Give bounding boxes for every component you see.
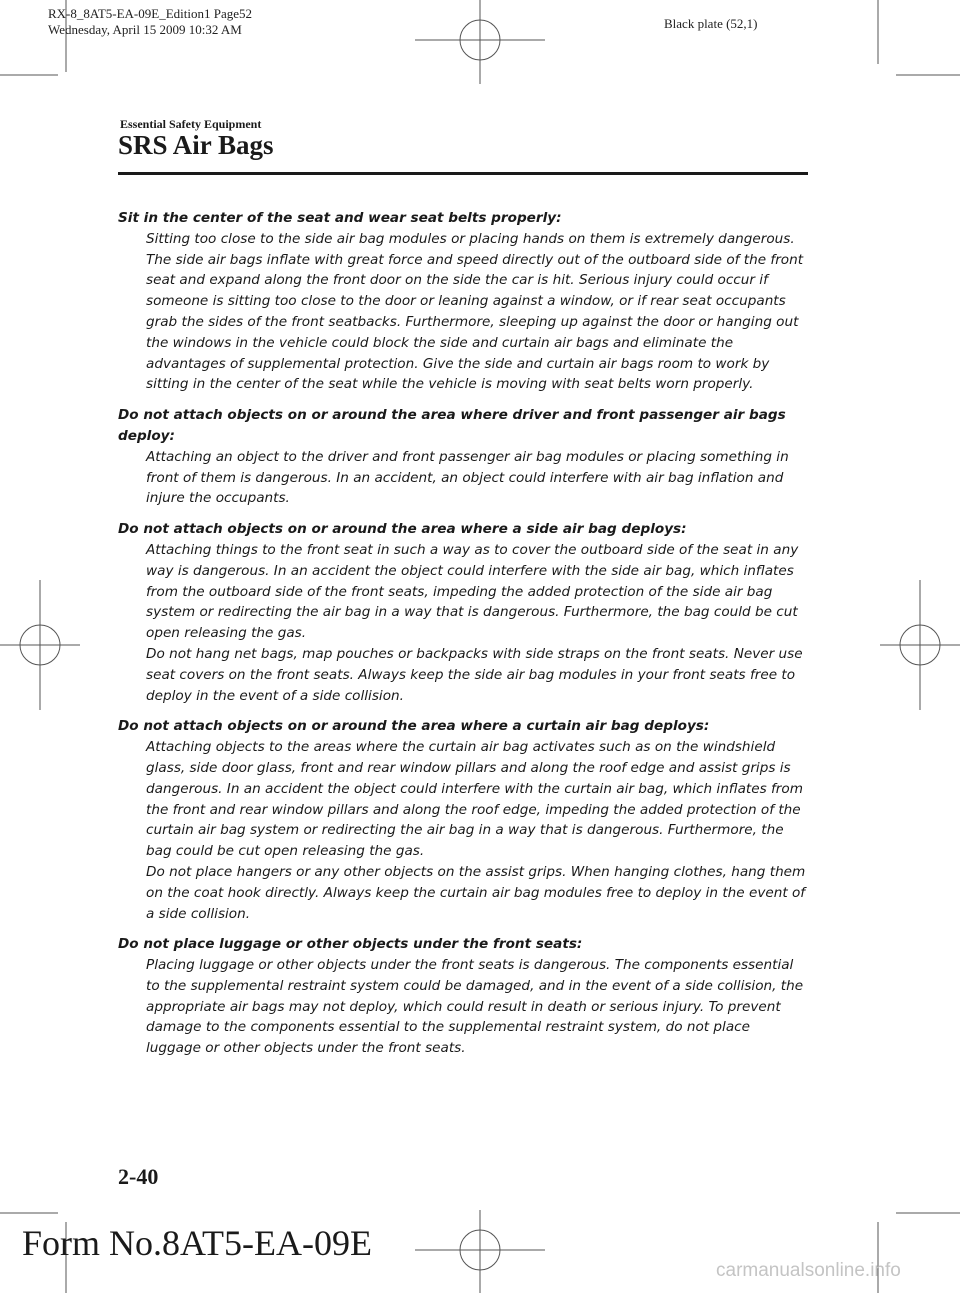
section-label: Essential Safety Equipment bbox=[120, 117, 262, 131]
item-paragraph: Attaching an object to the driver and front passenger air bag modules or placing something in front of them is dangerous. In an accident, an object could interfere with air bag inflation and injure the occupants. bbox=[146, 448, 789, 507]
item-paragraph: Placing luggage or other objects under the front seats is dangerous. The components essential to the supplemental restraint system could be damaged, and in the event of a side collision, the appropriate air bags may not deploy, which could result in death or serious injury. To prevent damage to the components essential to the supplemental restraint system, do not place luggage or other objects under the front seats. bbox=[146, 957, 804, 1057]
warning-list bbox=[118, 208, 808, 1069]
item-heading: Sit in the center of the seat and wear seat belts properly: bbox=[118, 210, 562, 226]
page-title: SRS Air Bags bbox=[118, 130, 274, 160]
item-paragraph: Do not place hangers or any other objects on the assist grips. When hanging clothes, hang them on the coat hook directly. Always keep the curtain air bag modules free to deploy in the event of a side collision. bbox=[146, 863, 806, 922]
warning-item-seating-position bbox=[118, 208, 808, 395]
title-rule bbox=[118, 172, 808, 175]
item-heading: Do not attach objects on or around the area where a curtain air bag deploys: bbox=[118, 718, 710, 735]
plate-info: Black plate (52,1) bbox=[664, 16, 758, 31]
form-number: Form No.8AT5-EA-09E bbox=[22, 1223, 372, 1263]
page-number: 2-40 bbox=[118, 1164, 159, 1189]
item-heading: Do not attach objects on or around the area where driver and front passenger air bags deploy: bbox=[118, 407, 786, 444]
item-paragraph: Attaching objects to the areas where the curtain air bag activates such as on the windshield glass, side door glass, front and rear window pillars and along the roof edge and assist grips is dangerous. In an accident the object could interfere with the curtain air bag, which inflates from the front and rear window pillars and along the roof edge, impeding the added protection of the curtain air bag system or redirecting the air bag in a way that is dangerous. Furthermore, the bag could be cut open releasing the gas. bbox=[146, 739, 803, 860]
item-heading: Do not place luggage or other objects under the front seats: bbox=[118, 936, 583, 953]
warning-item-curtain-airbag-objects bbox=[118, 716, 808, 924]
item-paragraph: Attaching things to the front seat in such a way as to cover the outboard side of the seat in any way is dangerous. In an accident the object could interfere with the side air bag, which inflates from the outboard side of the front seats, impeding the added protection of the side air bag system or redirecting the air bag in a way that is dangerous. Furthermore, the bag could be cut open releasing the gas. bbox=[146, 541, 799, 642]
item-paragraph: Sitting too close to the side air bag modules or placing hands on them is extremely dangerous. The side air bags inflate with great force and speed directly out of the outboard side of the front seat and expand along the front door on the side the car is hit. Serious injury could occur if someone is sitting too close to the door or leaning against a window, or if rear seat occupants grab the sides of the front seatbacks. Furthermore, sleeping up against the door or hanging out the windows in the vehicle could block the side and curtain air bags and eliminate the advantages of supplemental protection. Give the side and curtain air bags room to work by sitting in the center of the seat while the vehicle is moving with seat belts worn properly. bbox=[146, 230, 804, 393]
warning-item-front-airbag-objects bbox=[118, 405, 808, 509]
warning-item-luggage-under-seats bbox=[118, 934, 808, 1059]
watermark: carmanualsonline.info bbox=[716, 1260, 901, 1281]
item-paragraph: Do not hang net bags, map pouches or backpacks with side straps on the front seats. Never use seat covers on the front seats. Always keep the side air bag modules in your front seats free to deploy in the event of a side collision. bbox=[146, 645, 803, 704]
item-heading: Do not attach objects on or around the area where a side air bag deploys: bbox=[118, 521, 687, 538]
file-name: RX-8_8AT5-EA-09E_Edition1 Page52 bbox=[48, 6, 253, 21]
print-file-info bbox=[48, 6, 252, 38]
file-timestamp: Wednesday, April 15 2009 10:32 AM bbox=[48, 22, 242, 37]
warning-item-side-airbag-objects bbox=[118, 519, 808, 706]
